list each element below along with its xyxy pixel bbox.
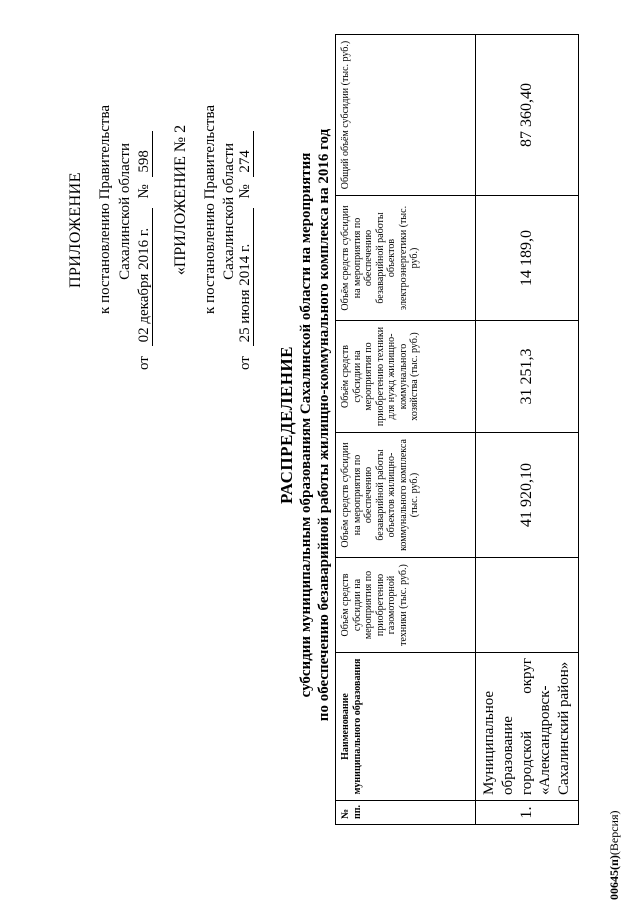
header-number: № пп. [336, 801, 476, 825]
row-municipality: Муниципальное образование городской округ «Александровск-Сахалинский район» [476, 653, 579, 801]
header-gas-vehicles: Объём средств субсидии на мероприятия по приобретению газомоторной техники (тыс. руб.) [336, 558, 476, 653]
number-label: № [136, 184, 152, 199]
row-gas-vehicles [476, 558, 579, 653]
appendix-date: 02 декабря 2016 г. [137, 208, 153, 346]
document-footer [607, 811, 622, 901]
row-number: 1. [476, 801, 579, 825]
previous-date: 25 июня 2014 г. [238, 208, 254, 346]
row-energy-safety: 14 189,0 [476, 196, 579, 321]
previous-date-line [238, 70, 254, 370]
document-code: 00645(п) [607, 855, 621, 900]
row-housing-equipment: 31 251,3 [476, 321, 579, 433]
row-total: 87 360,40 [476, 35, 579, 196]
header-housing-equipment: Объём средств субсидии на мероприятия по приобретению техники для нужд жилищно-коммунального хозяйства (тыс. руб.) [336, 321, 476, 433]
from-label: от [237, 356, 253, 370]
header-housing-safety: Объём средств субсидии на мероприятия по обеспечению безаварийной работы объектов жилищно-коммунального комплекса (тыс. руб.) [336, 433, 476, 558]
previous-number: 274 [238, 131, 254, 177]
header-energy-safety: Объём средств субсидии на мероприятия по обеспечению безаварийной работы объектов электроэнергетики (тыс. руб.) [336, 196, 476, 321]
appendix-number: 598 [137, 131, 153, 177]
table-row [476, 35, 579, 825]
document-subtitle-line2: по обеспечению безаварийной работы жилищно-коммунального комплекса на 2016 год [316, 128, 332, 722]
appendix-title: ПРИЛОЖЕНИЕ [67, 172, 84, 289]
appendix-date-line [137, 70, 153, 370]
previous-decree-line: к постановлению Правительства [202, 105, 218, 314]
from-label: от [136, 356, 152, 370]
number-label: № [237, 184, 253, 199]
document-subtitle-line1: субсидии муниципальным образованиям Сахалинской области на мероприятия [298, 152, 314, 698]
previous-appendix-title: «ПРИЛОЖЕНИЕ № 2 [172, 124, 189, 276]
subsidy-distribution-table [335, 34, 579, 825]
row-housing-safety: 41 920,10 [476, 433, 579, 558]
appendix-decree-line: к постановлению Правительства [97, 105, 113, 314]
header-total: Общий объём субсидии (тыс. руб.) [336, 35, 476, 196]
document-version: (Версия) [607, 810, 621, 856]
previous-region-line: Сахалинской области [221, 143, 237, 280]
header-municipality: Наименование муниципального образования [336, 653, 476, 801]
table-header-row [336, 35, 476, 825]
document-title: РАСПРЕДЕЛЕНИЕ [277, 346, 296, 504]
appendix-region-line: Сахалинской области [117, 143, 133, 280]
